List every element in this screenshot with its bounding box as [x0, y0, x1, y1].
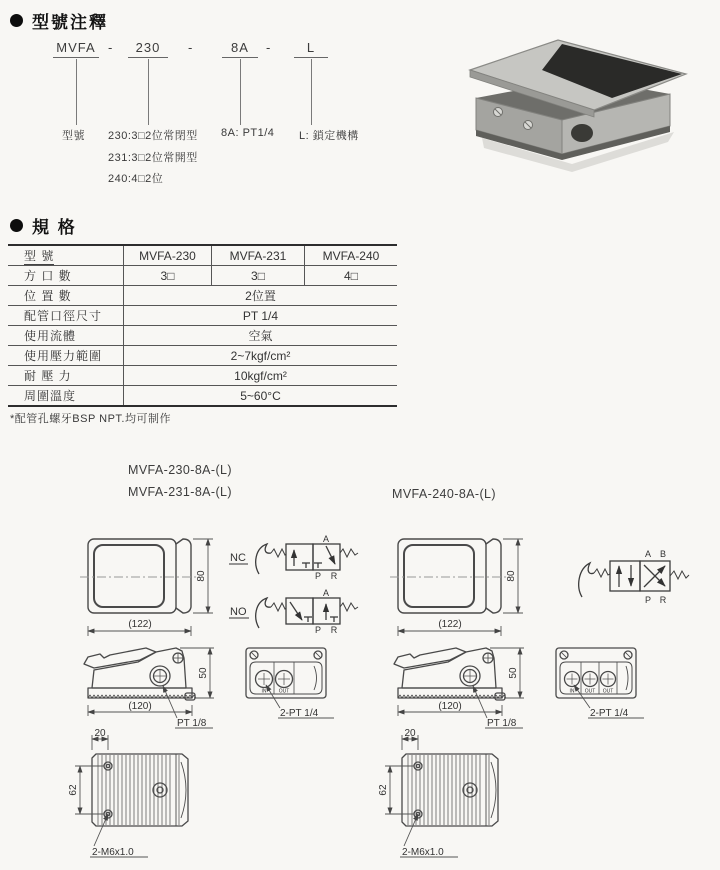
legend-model-label: 型號: [62, 130, 85, 142]
model-code-dash: -: [188, 40, 193, 55]
spec-row-temperature: 周圍溫度 5~60°C: [8, 386, 397, 407]
model-code-part-port: 8A: [222, 40, 258, 58]
spec-header-mvfa240: MVFA-240: [305, 245, 398, 266]
foot-pedal-valve-photo: [470, 40, 686, 172]
legend-connector-line: [240, 59, 241, 125]
symbol-label-no: NO: [230, 606, 247, 618]
label-bottom-port: PT 1/8: [177, 718, 207, 729]
dim-hole-offset: 20: [94, 728, 106, 739]
dim-body-width: (122): [128, 619, 152, 630]
model-code-dash: -: [108, 40, 113, 55]
port-label-out: OUT: [584, 688, 596, 695]
port-label-p: P: [644, 595, 652, 605]
dim-hole-pitch: 62: [68, 784, 79, 796]
port-label-a: A: [322, 534, 330, 544]
end-view-drawing-230: [238, 642, 350, 726]
dim-body-width: (122): [438, 619, 462, 630]
legend-connector-line: [148, 59, 149, 125]
dim-body-height: 80: [506, 570, 517, 582]
legend-lock-label: L: 鎖定機構: [299, 130, 359, 142]
model-code-part-lock: L: [294, 40, 328, 58]
spec-header-row: [8, 245, 397, 266]
symbol-label-nc: NC: [230, 552, 246, 564]
port-label-r: R: [659, 595, 667, 605]
label-side-ports: 2-PT 1/4: [590, 708, 629, 719]
model-code-dash: -: [266, 40, 271, 55]
product-photo: [462, 20, 698, 180]
spec-table: [8, 244, 397, 407]
spec-header-mvfa231: MVFA-231: [212, 245, 305, 266]
label-side-ports: 2-PT 1/4: [280, 708, 319, 719]
spec-row-pipe-size: 配管口徑尺寸 PT 1/4: [8, 306, 397, 326]
spec-footnote: *配管孔螺牙BSP NPT.均可制作: [10, 413, 171, 425]
section-title-text: 規 格: [32, 218, 77, 237]
drawing-caption-230: MVFA-230-8A-(L): [128, 463, 232, 477]
spec-row-ports: 方 口 數 3□ 3□ 4□: [8, 266, 397, 286]
dim-base-width: (120): [128, 701, 152, 712]
port-label-p: P: [314, 571, 322, 581]
section-title-text: 型號注釋: [32, 13, 108, 32]
port-label-a: A: [644, 549, 652, 559]
dim-side-height: 50: [508, 667, 519, 679]
valve-symbols-32: [226, 534, 366, 638]
spec-header-model: 型 號: [24, 249, 55, 263]
port-label-in: IN: [569, 688, 575, 695]
spec-header-mvfa230: MVFA-230: [124, 245, 212, 266]
label-bottom-port: PT 1/8: [487, 718, 517, 729]
label-mount-holes: 2-M6x1.0: [402, 847, 444, 858]
port-label-in: IN: [261, 688, 267, 695]
dim-body-height: 80: [196, 570, 207, 582]
label-mount-holes: 2-M6x1.0: [92, 847, 134, 858]
top-view-drawing-240: [390, 531, 530, 641]
dim-hole-pitch: 62: [378, 784, 389, 796]
legend-connector-line: [311, 59, 312, 125]
bottom-view-drawing-240: [370, 728, 535, 866]
port-label-r: R: [330, 625, 338, 635]
spec-row-pressure-range: 使用壓力範圍 2~7kgf/cm²: [8, 346, 397, 366]
legend-connector-line: [76, 59, 77, 125]
spec-row-positions: 位 置 數 2位置: [8, 286, 397, 306]
top-view-drawing-230: [80, 531, 220, 641]
specs-section-title: [10, 213, 77, 238]
side-view-drawing-240: [390, 638, 540, 734]
spec-row-fluid: 使用流體 空氣: [8, 326, 397, 346]
drawing-caption-240: MVFA-240-8A-(L): [392, 487, 496, 501]
port-label-out: OUT: [278, 688, 290, 695]
bottom-view-drawing-230: [60, 728, 225, 866]
spec-row-proof-pressure: 耐 壓 力 10kgf/cm²: [8, 366, 397, 386]
end-view-drawing-240: [548, 642, 660, 726]
port-label-r: R: [330, 571, 338, 581]
port-label-p: P: [314, 625, 322, 635]
port-label-out: OUT: [602, 688, 614, 695]
port-label-b: B: [659, 549, 667, 559]
model-code-section-title: [10, 8, 108, 33]
port-label-a: A: [322, 588, 330, 598]
drawing-caption-231: MVFA-231-8A-(L): [128, 485, 232, 499]
section-bullet-icon: [10, 14, 23, 27]
dim-side-height: 50: [198, 667, 209, 679]
side-view-drawing-230: [80, 638, 230, 734]
model-code-part-series: MVFA: [53, 40, 99, 58]
legend-port-label: 8A: PT1/4: [221, 127, 275, 139]
dim-hole-offset: 20: [404, 728, 416, 739]
legend-func-230: 230:3□2位常閉型: [108, 130, 198, 142]
legend-func-240: 240:4□2位: [108, 173, 164, 185]
valve-symbol-42: [546, 545, 714, 607]
section-bullet-icon: [10, 219, 23, 232]
legend-func-231: 231:3□2位常開型: [108, 152, 198, 164]
model-code-part-function: 230: [128, 40, 168, 58]
dim-base-width: (120): [438, 701, 462, 712]
